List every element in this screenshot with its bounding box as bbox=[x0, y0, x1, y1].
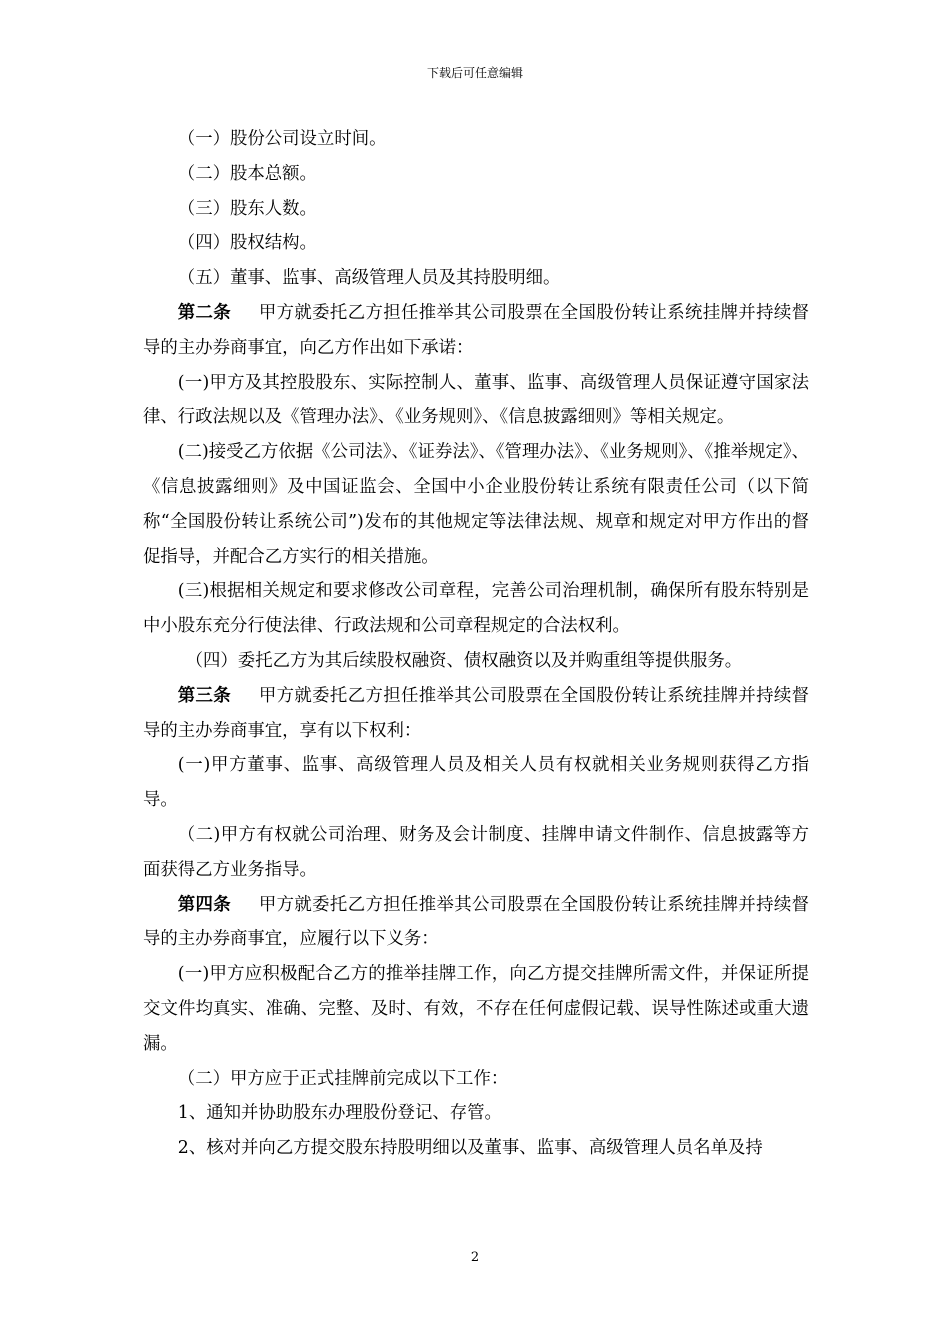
article-4-clause-1: (一)甲方应积极配合乙方的推举挂牌工作，向乙方提交挂牌所需文件，并保证所提交文件均真实、准确、完整、及时、有效，不存在任何虚假记载、误导性陈述或重大遗漏。 bbox=[143, 964, 809, 1054]
article-2-clause-4: （四）委托乙方为其后续股权融资、债权融资以及并购重组等提供服务。 bbox=[185, 650, 743, 671]
paragraph-item-4: （四）股权结构。 bbox=[177, 233, 317, 254]
article-2-clause-1: (一)甲方及其控股股东、实际控制人、董事、监事、高级管理人员保证遵守国家法律、行政法规以及《管理办法》、《业务规则》、《信息披露细则》等相关规定。 bbox=[143, 372, 809, 428]
article-2-title: 第二条 bbox=[177, 302, 232, 323]
article-4-clause-2: （二）甲方应于正式挂牌前完成以下工作： bbox=[177, 1068, 509, 1089]
article-4-title: 第四条 bbox=[177, 894, 232, 915]
paragraph-item-1: （一）股份公司设立时间。 bbox=[177, 129, 387, 149]
page-number: 2 bbox=[470, 1250, 480, 1265]
article-3-title: 第三条 bbox=[177, 685, 232, 706]
article-4-clause-2-item-2: 2、核对并向乙方提交股东持股明细以及董事、监事、高级管理人员名单及持 bbox=[177, 1138, 763, 1159]
article-4-clause-2-item-1: 1、通知并协助股东办理股份登记、存管。 bbox=[177, 1103, 502, 1124]
article-4-body: 甲方就委托乙方担任推举其公司股票在全国股份转让系统挂牌并持续督导的主办券商事宜，应履行以下义务： bbox=[143, 894, 809, 950]
article-3 bbox=[143, 679, 809, 749]
page-header: 下载后可任意编辑 bbox=[426, 66, 523, 80]
article-2-clause-3: (三)根据相关规定和要求修改公司章程，完善公司治理机制，确保所有股东特别是中小股东充分行使法律、行政法规和公司章程规定的合法权利。 bbox=[143, 581, 809, 637]
article-2-clause-2: (二)接受乙方依据《公司法》、《证券法》、《管理办法》、《业务规则》、《推举规定》、《信息披露细则》及中国证监会、全国中小企业股份转让系统有限责任公司（以下简称“全国股份转让系统公司”)发布的其他规定等法律法规、规章和规定对甲方作出的督促指导，并配合乙方实行的相关措施。 bbox=[143, 442, 809, 567]
article-2-body: 甲方就委托乙方担任推举其公司股票在全国股份转让系统挂牌并持续督导的主办券商事宜，向乙方作出如下承诺： bbox=[143, 302, 809, 358]
article-3-clause-2: （二)甲方有权就公司治理、财务及会计制度、挂牌申请文件制作、信息披露等方面获得乙方业务指导。 bbox=[143, 824, 809, 880]
paragraph-item-3: （三）股东人数。 bbox=[177, 198, 317, 219]
article-4 bbox=[143, 888, 809, 958]
paragraph-item-5: （五）董事、监事、高级管理人员及其持股明细。 bbox=[177, 268, 561, 289]
article-2 bbox=[143, 296, 809, 366]
article-3-clause-1: (一)甲方董事、监事、高级管理人员及相关人员有权就相关业务规则获得乙方指导。 bbox=[143, 755, 809, 811]
article-3-body: 甲方就委托乙方担任推举其公司股票在全国股份转让系统挂牌并持续督导的主办券商事宜，享有以下权利： bbox=[143, 685, 809, 741]
paragraph-item-2: （二）股本总额。 bbox=[177, 163, 317, 184]
document-body bbox=[143, 122, 809, 1166]
